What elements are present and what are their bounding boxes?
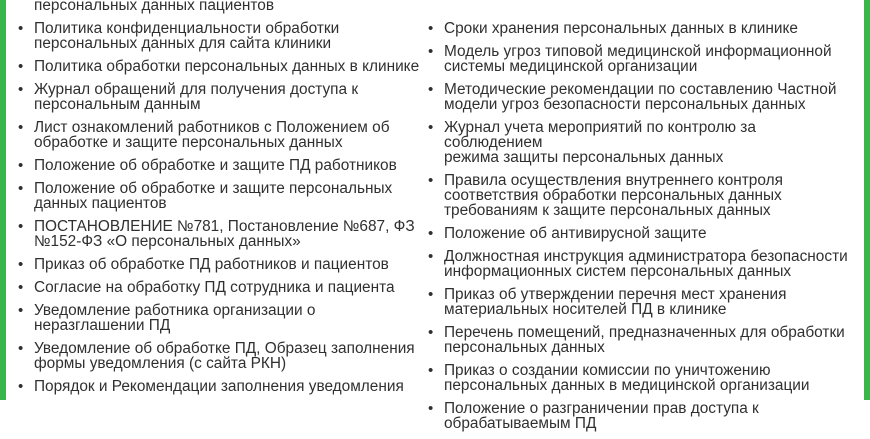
- document-list-item[interactable]: [16, 257, 426, 272]
- document-list-item[interactable]: [426, 21, 858, 36]
- document-list-item[interactable]: [16, 120, 426, 150]
- document-list-item[interactable]: [16, 158, 426, 173]
- document-title-line: Журнал обращений для получения доступа к: [34, 81, 359, 98]
- bullet-icon: •: [18, 180, 24, 197]
- document-list-item[interactable]: [16, 303, 426, 333]
- document-title-line: данных пациентов: [34, 195, 167, 212]
- document-title-line: персональных данных пациентов: [34, 0, 275, 14]
- document-title-line: Уведомление работника организации о: [34, 302, 316, 319]
- bullet-icon: •: [18, 218, 24, 235]
- document-list-item[interactable]: [426, 82, 858, 112]
- document-title-line: Положение об антивирусной защите: [444, 225, 707, 242]
- document-title-line: Положение о разграничении прав доступа к: [444, 400, 759, 417]
- document-list-item[interactable]: [426, 226, 858, 241]
- document-list-item[interactable]: [426, 173, 858, 218]
- document-list-item[interactable]: [426, 287, 858, 317]
- document-title-line: Методические рекомендации по составлению Частной: [444, 81, 837, 98]
- bullet-icon: •: [428, 119, 434, 136]
- document-title-line: обрабатываемым ПД: [444, 415, 597, 432]
- right-document-list: [426, 0, 858, 439]
- bullet-icon: •: [428, 43, 434, 60]
- bullet-icon: •: [18, 20, 24, 37]
- document-title-line: Порядок и Рекомендации заполнения уведомления: [34, 378, 404, 395]
- document-list-item[interactable]: [426, 363, 858, 393]
- document-title-line: неразглашении ПД: [34, 317, 171, 334]
- document-title-line: системы медицинской организации: [444, 58, 698, 75]
- document-title-line: Приказ о создании комиссии по уничтожению: [444, 362, 771, 379]
- green-frame-right: [864, 0, 870, 400]
- left-document-list: [16, 0, 426, 402]
- document-title-line: Должностная инструкция администратора безопасности: [444, 248, 848, 265]
- document-list-item[interactable]: [16, 341, 426, 371]
- bullet-icon: •: [428, 248, 434, 265]
- document-list-item[interactable]: [16, 21, 426, 51]
- bullet-icon: •: [428, 225, 434, 242]
- bullet-icon: •: [428, 286, 434, 303]
- bullet-icon: •: [18, 256, 24, 273]
- bullet-icon: •: [428, 400, 434, 417]
- document-list-item[interactable]: [16, 82, 426, 112]
- document-title-line: формы уведомления (с сайта РКН): [34, 355, 287, 372]
- document-list-item[interactable]: [16, 219, 426, 249]
- document-title-line: соответствия обработки персональных данных: [444, 187, 782, 204]
- document-title-line: персональных данных для сайта клиники: [34, 35, 332, 52]
- document-title-line: информационных систем персональных данных: [444, 263, 792, 280]
- document-list-item[interactable]: [426, 44, 858, 74]
- bullet-icon: •: [18, 119, 24, 136]
- document-title-line: Правила осуществления внутреннего контроля: [444, 172, 783, 189]
- bullet-icon: •: [18, 302, 24, 319]
- document-list-item[interactable]: [426, 120, 858, 165]
- document-title-line: Положение об обработке и защите персональных: [34, 180, 393, 197]
- document-list-item[interactable]: [16, 181, 426, 211]
- document-title-line: обработке и защите персональных данных: [34, 134, 343, 151]
- document-title-line: персональным данным: [34, 96, 201, 113]
- document-title-line: Приказ об обработке ПД работников и пациентов: [34, 256, 389, 273]
- document-title-line: Модель угроз типовой медицинской информационной: [444, 43, 832, 60]
- bullet-icon: •: [428, 324, 434, 341]
- document-list-item[interactable]: [16, 59, 426, 74]
- bullet-icon: •: [18, 378, 24, 395]
- bullet-icon: •: [428, 172, 434, 189]
- bullet-icon: •: [18, 340, 24, 357]
- document-list-item[interactable]: [426, 325, 858, 355]
- bullet-icon: •: [18, 58, 24, 75]
- document-title-line: требованиям к защите персональных данных: [444, 202, 771, 219]
- document-title-line: Положение об обработке и защите ПД работников: [34, 157, 397, 174]
- bullet-icon: •: [428, 81, 434, 98]
- document-title-line: Перечень помещений, предназначенных для обработки: [444, 324, 845, 341]
- bullet-icon: •: [428, 20, 434, 37]
- document-list-item[interactable]: [426, 401, 858, 431]
- document-title-line: ПОСТАНОВЛЕНИЕ №781, Постановление №687, ФЗ: [34, 218, 415, 235]
- bullet-icon: •: [18, 279, 24, 296]
- document-title-line: модели угроз безопасности персональных данных: [444, 96, 806, 113]
- left-document-column: [6, 0, 426, 400]
- document-list-item[interactable]: [16, 280, 426, 295]
- document-title-line: персональных данных: [444, 339, 605, 356]
- document-title-line: Согласие на обработку ПД сотрудника и пациента: [34, 279, 395, 296]
- document-list-item[interactable]: [16, 379, 426, 394]
- document-title-line: режима защиты персональных данных: [444, 149, 724, 166]
- document-title-line: Уведомление об обработке ПД, Образец заполнения: [34, 340, 415, 357]
- document-title-line: Лист ознакомлений работников с Положением об: [34, 119, 390, 136]
- document-title-line: Политика конфиденциальности обработки: [34, 20, 340, 37]
- document-title-line: Политика обработки персональных данных в клинике: [34, 58, 420, 75]
- bullet-icon: •: [428, 362, 434, 379]
- document-title-line: №152-ФЗ «О персональных данных»: [34, 233, 301, 250]
- bullet-icon: •: [18, 81, 24, 98]
- document-title-line: Журнал учета мероприятий по контролю за соблюдением: [444, 119, 756, 151]
- bullet-icon: •: [18, 157, 24, 174]
- document-list-item[interactable]: [426, 249, 858, 279]
- document-list-item[interactable]: [16, 0, 426, 13]
- document-title-line: материальных носителей ПД в клинике: [444, 301, 727, 318]
- document-title-line: персональных данных в медицинской организации: [444, 377, 810, 394]
- document-title-line: Сроки хранения персональных данных в клинике: [444, 20, 798, 37]
- document-title-line: Приказ об утверждении перечня мест хранения: [444, 286, 787, 303]
- right-document-column: [416, 0, 860, 432]
